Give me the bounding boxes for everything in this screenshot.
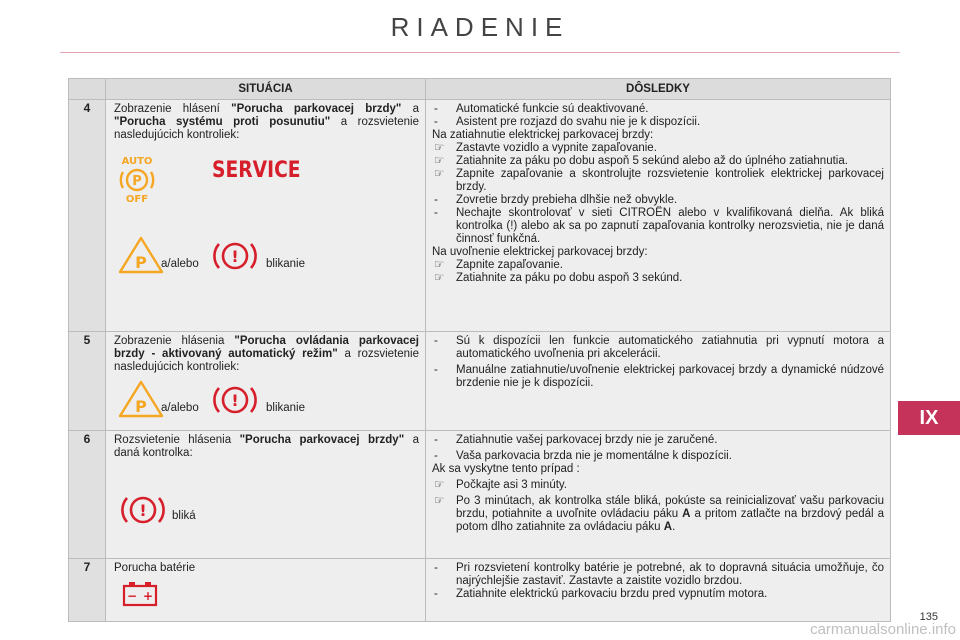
row-number: 5	[69, 332, 106, 431]
title-divider	[60, 52, 900, 53]
table-row	[69, 100, 891, 332]
table-row	[69, 431, 891, 559]
auto-label: AUTO	[121, 156, 153, 167]
svg-text:!: !	[139, 501, 147, 520]
situation-text: Zobrazenie hlásení "Porucha parkovacej brzdy" a "Porucha systému proti posunutiu" a rozsvietenie nasledujúcich kontroliek:	[114, 103, 419, 141]
list-item: - Zovretie brzdy prebieha dlhšie než obvykle.	[434, 194, 678, 206]
list-item: ☞ Po 3 minútach, ak kontrolka stále bliká, pokúste sa reinicializovať vašu parkovaciu brzdu, potiahnite a uvoľnite ovládaciu páku A a pritom zatlačte na brzdový pedál a potom dlho zatiahnite za ovládaciu páku A.	[434, 495, 884, 533]
list-item: - Manuálne zatiahnutie/uvoľnenie elektrickej parkovacej brzdy a dynamické núdzové brzdenie nie je k dispozícii.	[434, 364, 884, 389]
svg-text:+: +	[142, 589, 154, 603]
list-item: ☞ Zapnite zapaľovanie.	[434, 259, 563, 271]
list-heading: Na zatiahnutie elektrickej parkovacej brzdy:	[432, 129, 654, 141]
list-item: ☞ Počkajte asi 3 minúty.	[434, 479, 568, 491]
list-item: - Automatické funkcie sú deaktivované.	[434, 103, 649, 115]
warning-icons	[114, 575, 419, 615]
list-item: ☞ Zapnite zapaľovanie a skontrolujte rozsvietenie kontroliek elektrickej parkovacej brzdy.	[434, 168, 884, 193]
warning-icons	[114, 460, 419, 530]
or-label: a/alebo	[161, 258, 199, 270]
park-brake-warning-icon	[118, 236, 164, 274]
situation-cell	[106, 332, 426, 431]
list-item: - Sú k dispozícii len funkcie automatického zatiahnutia pri vypnutí motora a automatického uvoľnenia pri akcelerácii.	[434, 335, 884, 360]
list-item: ☞ Zatiahnite za páku po dobu aspoň 3 sekúnd.	[434, 272, 683, 284]
brake-fault-icon	[118, 492, 168, 528]
situation-cell	[106, 431, 426, 559]
fault-table	[68, 78, 891, 622]
table-row	[69, 559, 891, 622]
chapter-tab[interactable]: IX	[898, 401, 960, 435]
list-item: - Zatiahnutie vašej parkovacej brzdy nie je zaručené.	[434, 434, 718, 446]
svg-text:−: −	[126, 589, 138, 603]
row-number: 7	[69, 559, 106, 622]
service-icon: SERVICE	[212, 158, 301, 183]
list-item: - Vaša parkovacia brzda nie je momentálne k dispozícii.	[434, 450, 732, 462]
auto-park-brake-icon	[114, 154, 160, 204]
header-num	[69, 79, 106, 100]
blink-label: blikanie	[266, 258, 305, 270]
table-header-row	[69, 79, 891, 100]
situation-text: Zobrazenie hlásenia "Porucha ovládania parkovacej brzdy - aktivovaný automatický režim" a rozsvietenie nasledujúcich kontroliek:	[114, 335, 420, 373]
or-label: a/alebo	[161, 402, 199, 414]
page-number: 135	[919, 611, 938, 623]
situation-cell	[106, 100, 426, 332]
watermark: carmanualsonline.info	[810, 621, 956, 638]
p-letter: P	[132, 174, 142, 189]
consequences-cell	[426, 332, 891, 431]
situation-text: Porucha batérie	[114, 562, 196, 574]
consequences-cell	[426, 100, 891, 332]
svg-text:P: P	[135, 253, 147, 272]
situation-cell	[106, 559, 426, 622]
park-brake-warning-icon	[118, 380, 164, 418]
situation-text: Rozsvietenie hlásenia "Porucha parkovacej brzdy" a daná kontrolka:	[114, 434, 419, 459]
battery-icon	[122, 581, 158, 607]
consequences-cell	[426, 431, 891, 559]
header-consequences: DÔSLEDKY	[426, 79, 891, 100]
svg-text:P: P	[135, 397, 147, 416]
blink-label: blikanie	[266, 402, 305, 414]
off-label: OFF	[125, 194, 149, 204]
list-item: - Pri rozsvietení kontrolky batérie je potrebné, ak to dopravná situácia umožňuje, čo najrýchlejšie zastaviť. Zastavte a zaistite vozidlo brzdou.	[434, 562, 884, 587]
table-row	[69, 332, 891, 431]
list-heading: Na uvoľnenie elektrickej parkovacej brzdy:	[432, 246, 648, 258]
list-item: ☞ Zatiahnite za páku po dobu aspoň 5 sekúnd alebo až do úplného zatiahnutia.	[434, 155, 848, 167]
list-item: ☞ Zastavte vozidlo a vypnite zapaľovanie.	[434, 142, 657, 154]
list-item: - Nechajte skontrolovať v sieti CITROËN alebo v kvalifikovaná dielňa. Ak bliká kontrolka (!) alebo ak sa po zapnutí zapaľovania kontrolky nerozsvietia, nie je daná činnosť funkčná.	[434, 207, 884, 245]
svg-text:!: !	[231, 391, 239, 410]
blink-label: bliká	[172, 510, 196, 522]
list-item: - Asistent pre rozjazd do svahu nie je k dispozícii.	[434, 116, 701, 128]
header-situation: SITUÁCIA	[106, 79, 426, 100]
consequences-cell	[426, 559, 891, 622]
row-number: 4	[69, 100, 106, 332]
list-heading: Ak sa vyskytne tento prípad :	[432, 463, 580, 475]
warning-icons	[114, 142, 419, 322]
brake-fault-icon	[210, 382, 260, 418]
brake-fault-icon	[210, 238, 260, 274]
page-title: RIADENIE	[390, 12, 570, 42]
list-item: - Zatiahnite elektrickú parkovaciu brzdu pred vypnutím motora.	[434, 588, 768, 600]
warning-icons	[114, 374, 419, 422]
row-number: 6	[69, 431, 106, 559]
svg-text:!: !	[231, 247, 239, 266]
